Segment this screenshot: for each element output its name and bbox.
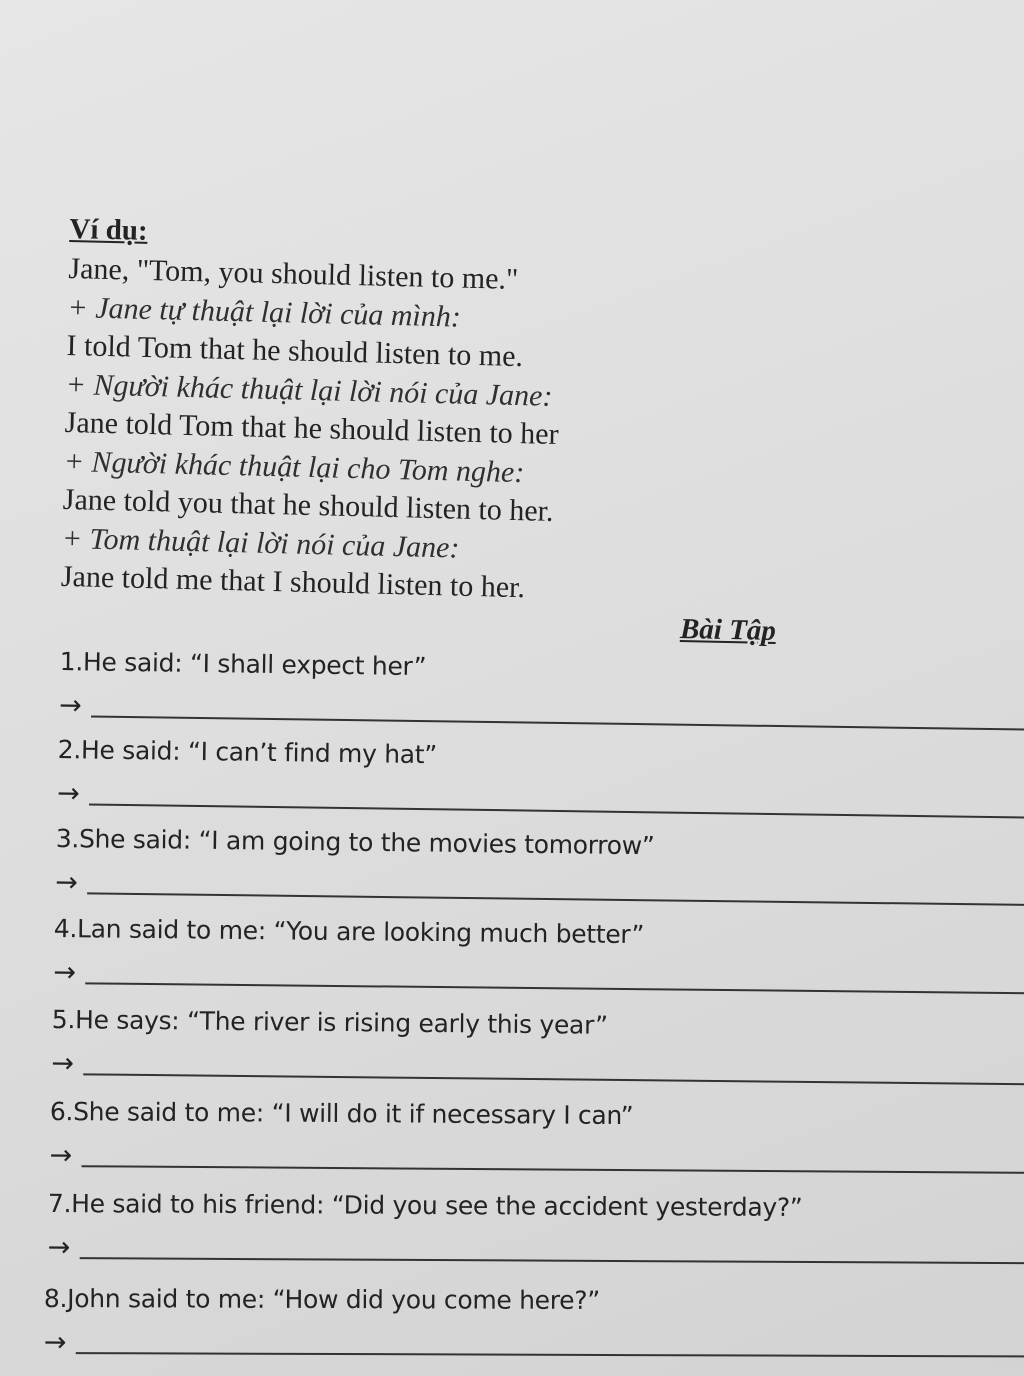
arrow-right-icon: → <box>51 1047 75 1080</box>
example-sentence-line: Jane told you that he should listen to her. <box>62 482 554 528</box>
exercise-question: 8.John said to me: “How did you come here?” <box>43 1284 600 1315</box>
exercise-question: 7.He said to his friend: “Did you see the accident yesterday?” <box>47 1189 803 1222</box>
example-heading: Ví dụ: <box>69 212 149 247</box>
answer-blank-line[interactable] <box>76 1352 1024 1357</box>
answer-row <box>51 1037 1024 1093</box>
example-sentence-line: Jane told Tom that he should listen to her <box>64 405 559 451</box>
answer-blank-line[interactable] <box>85 982 1024 994</box>
exercise-question: 2.He said: “I can’t find my hat” <box>57 734 438 770</box>
section-title: Bài Tập <box>679 612 777 648</box>
arrow-right-icon: → <box>49 1139 73 1172</box>
answer-blank-line[interactable] <box>81 1165 1024 1174</box>
answer-blank-line[interactable] <box>80 1257 1024 1264</box>
example-note-line: + Tom thuật lại lời nói của Jane: <box>61 521 460 565</box>
example-sentence-line: I told Tom that he should listen to me. <box>66 328 524 374</box>
example-note-line: + Jane tự thuật lại lời của mình: <box>67 290 462 334</box>
exercise-item <box>44 1282 1024 1364</box>
arrow-right-icon: → <box>55 866 79 899</box>
exercise-item <box>59 645 1024 738</box>
exercise-question: 5.He says: “The river is rising early this year” <box>51 1004 608 1040</box>
arrow-right-icon: → <box>43 1326 67 1359</box>
answer-row <box>48 1221 1024 1271</box>
exercise-item <box>57 733 1024 826</box>
exercise-question: 6.She said to me: “I will do it if necessary I can” <box>49 1097 634 1131</box>
answer-row <box>49 1129 1024 1181</box>
example-note-line: + Người khác thuật lại lời nói của Jane: <box>65 367 553 413</box>
example-sentence-line: Jane, "Tom, you should listen to me." <box>68 251 519 296</box>
exercise-question: 1.He said: “I shall expect her” <box>59 646 427 682</box>
answer-blank-line[interactable] <box>91 715 1024 730</box>
exercise-question: 3.She said: “I am going to the movies tomorrow” <box>55 823 655 861</box>
exercise-item <box>51 1003 1024 1093</box>
exercise-question: 4.Lan said to me: “You are looking much better” <box>53 913 645 950</box>
arrow-right-icon: → <box>53 956 77 989</box>
example-note-line: + Người khác thuật lại cho Tom nghe: <box>63 444 525 489</box>
arrow-right-icon: → <box>58 689 82 722</box>
exercise-item <box>55 822 1024 913</box>
arrow-right-icon: → <box>47 1231 71 1264</box>
answer-blank-line[interactable] <box>87 892 1024 906</box>
exercise-item <box>49 1095 1024 1181</box>
example-sentence-line: Jane told me that I should listen to her. <box>60 559 526 605</box>
exercise-item <box>53 912 1024 1002</box>
answer-row <box>53 946 1024 1002</box>
answer-blank-line[interactable] <box>83 1073 1024 1085</box>
exercise-item <box>48 1187 1024 1271</box>
answer-row <box>44 1316 1024 1364</box>
arrow-right-icon: → <box>56 777 80 810</box>
answer-blank-line[interactable] <box>89 803 1024 818</box>
